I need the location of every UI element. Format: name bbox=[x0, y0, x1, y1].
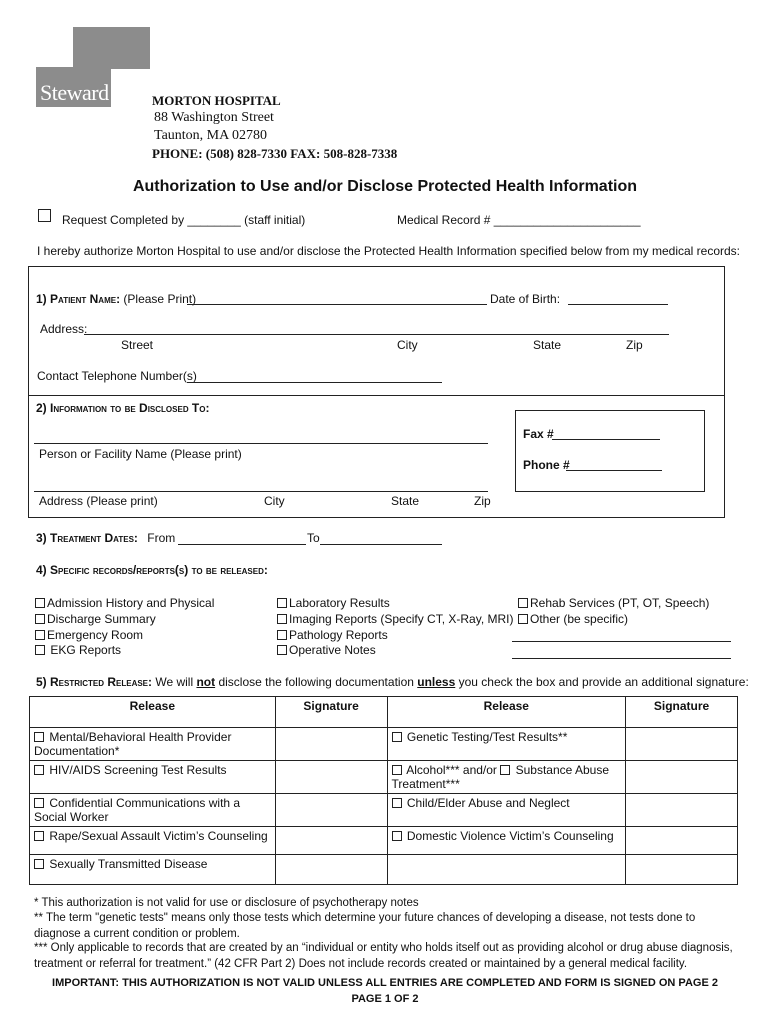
recipient-state-label: State bbox=[391, 494, 420, 508]
treatment-to-input[interactable] bbox=[320, 544, 442, 545]
checkbox[interactable] bbox=[518, 614, 528, 624]
treatment-dates-heading: 3) Treatment Dates: bbox=[36, 531, 138, 545]
record-option[interactable]: Rehab Services (PT, OT, Speech) bbox=[518, 596, 709, 612]
release-item[interactable]: Alcohol*** and/or Substance Abuse Treatment*** bbox=[387, 761, 626, 794]
person-facility-input[interactable] bbox=[34, 443, 488, 444]
hospital-phone-fax: PHONE: (508) 828-7330 FAX: 508-828-7338 bbox=[152, 146, 398, 161]
hospital-street: 88 Washington Street bbox=[154, 110, 274, 125]
treatment-dates-row bbox=[36, 531, 175, 545]
patient-name-input[interactable] bbox=[187, 304, 487, 305]
logo-block-top bbox=[73, 27, 150, 69]
fax-phone-box bbox=[515, 410, 705, 492]
checkbox[interactable] bbox=[35, 645, 45, 655]
checkbox[interactable] bbox=[34, 765, 44, 775]
record-option[interactable]: Emergency Room bbox=[35, 628, 214, 644]
table-row bbox=[30, 794, 738, 827]
release-item[interactable]: Rape/Sexual Assault Victim’s Counseling bbox=[30, 827, 276, 855]
release-item[interactable]: Mental/Behavioral Health Provider Documentation* bbox=[30, 728, 276, 761]
signature-cell[interactable] bbox=[275, 728, 387, 761]
medical-record-label: Medical Record # ______________________ bbox=[397, 213, 641, 227]
request-completed-checkbox[interactable] bbox=[38, 209, 51, 222]
address-label: Address: bbox=[40, 322, 88, 336]
checkbox[interactable] bbox=[392, 831, 402, 841]
record-option[interactable]: EKG Reports bbox=[35, 643, 214, 659]
signature-header: Signature bbox=[626, 697, 738, 728]
checkbox[interactable] bbox=[35, 614, 45, 624]
checkbox[interactable] bbox=[34, 798, 44, 808]
table-row bbox=[30, 728, 738, 761]
record-option[interactable]: Pathology Reports bbox=[277, 628, 514, 644]
treatment-from-label: From bbox=[147, 531, 176, 545]
specific-records-heading: 4) Specific records/reports(s) to be released: bbox=[36, 563, 268, 577]
checkbox[interactable] bbox=[277, 645, 287, 655]
table-row bbox=[30, 827, 738, 855]
checkbox[interactable] bbox=[392, 732, 402, 742]
record-option[interactable]: Imaging Reports (Specify CT, X-Ray, MRI) bbox=[277, 612, 514, 628]
address-zip-label: Zip bbox=[626, 338, 643, 352]
checkbox[interactable] bbox=[35, 630, 45, 640]
treatment-to-label: To bbox=[307, 531, 320, 545]
release-header: Release bbox=[30, 697, 276, 728]
page-number: PAGE 1 OF 2 bbox=[351, 993, 419, 1005]
checkbox[interactable] bbox=[518, 598, 528, 608]
important-notice: IMPORTANT: THIS AUTHORIZATION IS NOT VALID UNLESS ALL ENTRIES ARE COMPLETED AND FORM IS SIGNED ON PAGE 2 bbox=[52, 977, 718, 989]
dob-input[interactable] bbox=[568, 304, 668, 305]
contact-phone-label: Contact Telephone Number(s) bbox=[37, 369, 197, 383]
checkbox[interactable] bbox=[500, 765, 510, 775]
dob-label: Date of Birth: bbox=[490, 292, 561, 306]
person-facility-label: Person or Facility Name (Please print) bbox=[39, 447, 242, 461]
record-option[interactable]: Discharge Summary bbox=[35, 612, 214, 628]
address-state-label: State bbox=[533, 338, 562, 352]
footnote-1: * This authorization is not valid for use or disclosure of psychotherapy notes bbox=[34, 897, 419, 909]
record-option[interactable]: Operative Notes bbox=[277, 643, 514, 659]
records-column-3 bbox=[518, 596, 709, 628]
checkbox[interactable] bbox=[277, 630, 287, 640]
phone-label: Phone # bbox=[523, 458, 570, 472]
signature-cell[interactable] bbox=[275, 761, 387, 794]
fax-label: Fax # bbox=[523, 427, 554, 441]
other-specify-line-2[interactable] bbox=[512, 658, 731, 659]
signature-cell[interactable] bbox=[275, 855, 387, 885]
checkbox[interactable] bbox=[34, 831, 44, 841]
signature-cell[interactable] bbox=[275, 827, 387, 855]
record-option[interactable]: Admission History and Physical bbox=[35, 596, 214, 612]
checkbox[interactable] bbox=[35, 598, 45, 608]
patient-name-heading: 1) Patient Name: bbox=[36, 292, 121, 306]
signature-cell[interactable] bbox=[626, 794, 738, 827]
request-completed-label: Request Completed by ________ (staff initial) bbox=[62, 213, 306, 227]
patient-name-row bbox=[36, 292, 196, 306]
address-city-label: City bbox=[397, 338, 418, 352]
recipient-address-label: Address (Please print) bbox=[39, 494, 158, 508]
signature-cell[interactable] bbox=[275, 794, 387, 827]
release-item[interactable]: Genetic Testing/Test Results** bbox=[387, 728, 626, 761]
treatment-from-input[interactable] bbox=[178, 544, 306, 545]
recipient-city-label: City bbox=[264, 494, 285, 508]
checkbox[interactable] bbox=[277, 614, 287, 624]
restricted-release-statement: 5) Restricted Release: We will not disclose the following documentation unless you check the box and provide an additional signature: bbox=[36, 675, 749, 689]
checkbox[interactable] bbox=[392, 798, 402, 808]
fax-input[interactable] bbox=[552, 439, 660, 440]
record-option[interactable]: Laboratory Results bbox=[277, 596, 514, 612]
form-title: Authorization to Use and/or Disclose Protected Health Information bbox=[132, 178, 638, 195]
other-specify-line-1[interactable] bbox=[512, 641, 731, 642]
release-item[interactable]: Domestic Violence Victim’s Counseling bbox=[387, 827, 626, 855]
release-item bbox=[387, 855, 626, 885]
records-column-1 bbox=[35, 596, 214, 659]
checkbox[interactable] bbox=[277, 598, 287, 608]
footnote-2: ** The term "genetic tests" means only those tests which determine your future chances of developing a disease, not tests done to diagnose a current condition or problem. bbox=[34, 912, 696, 940]
footnote-3: *** Only applicable to records that are created by an “individual or entity who holds itself out as providing alcohol or drug abuse diagnosis, treatment or referral for treatment.” (42 CFR Part 2) Does not include records created or maintained by a general medical facility. bbox=[34, 942, 733, 970]
table-row bbox=[30, 855, 738, 885]
signature-cell[interactable] bbox=[626, 728, 738, 761]
checkbox[interactable] bbox=[392, 765, 402, 775]
recipient-zip-label: Zip bbox=[474, 494, 491, 508]
checkbox[interactable] bbox=[34, 859, 44, 869]
signature-cell[interactable] bbox=[626, 827, 738, 855]
release-header: Release bbox=[387, 697, 626, 728]
address-street-label: Street bbox=[121, 338, 154, 352]
address-input[interactable] bbox=[84, 334, 669, 335]
section-divider bbox=[28, 395, 725, 396]
release-item[interactable]: HIV/AIDS Screening Test Results bbox=[30, 761, 276, 794]
table-header-row bbox=[30, 697, 738, 728]
restricted-release-table bbox=[29, 696, 738, 885]
authorize-statement: I hereby authorize Morton Hospital to use and/or disclose the Protected Health Information specified below from my medical records: bbox=[37, 244, 741, 258]
table-row bbox=[30, 761, 738, 794]
signature-header: Signature bbox=[275, 697, 387, 728]
records-column-2 bbox=[277, 596, 514, 659]
checkbox[interactable] bbox=[34, 732, 44, 742]
patient-name-please-print: (Please Print) bbox=[123, 292, 197, 306]
release-item[interactable]: Sexually Transmitted Disease bbox=[30, 855, 276, 885]
not-emphasis: not bbox=[196, 675, 216, 689]
disclose-to-heading: 2) Information to be Disclosed To: bbox=[36, 401, 210, 415]
phone-input[interactable] bbox=[566, 470, 662, 471]
unless-emphasis: unless bbox=[417, 675, 456, 689]
steward-logo: Steward bbox=[40, 80, 109, 105]
restricted-release-heading: 5) Restricted Release: bbox=[36, 675, 153, 689]
signature-cell[interactable] bbox=[626, 761, 738, 794]
release-item[interactable]: Confidential Communications with a Social Worker bbox=[30, 794, 276, 827]
contact-phone-input[interactable] bbox=[187, 382, 442, 383]
recipient-address-input[interactable] bbox=[34, 491, 488, 492]
record-option[interactable]: Other (be specific) bbox=[518, 612, 709, 628]
hospital-city: Taunton, MA 02780 bbox=[154, 128, 267, 143]
hospital-name: MORTON HOSPITAL bbox=[152, 93, 281, 108]
signature-cell[interactable] bbox=[626, 855, 738, 885]
release-item[interactable]: Child/Elder Abuse and Neglect bbox=[387, 794, 626, 827]
